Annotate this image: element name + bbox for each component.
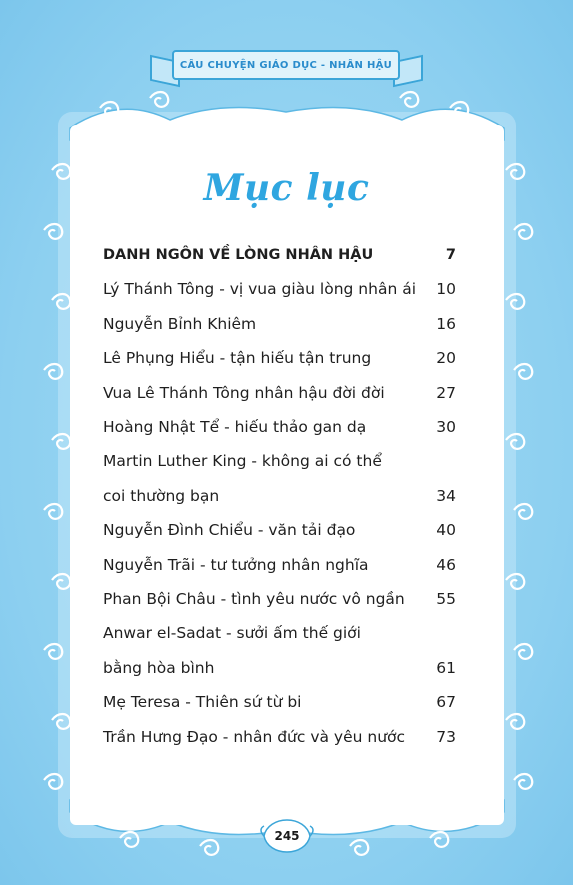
toc-entry-page: 20: [436, 349, 456, 368]
series-banner-text: CÂU CHUYỆN GIÁO DỤC - NHÂN HẬU: [179, 59, 393, 71]
table-of-contents: [103, 238, 456, 754]
toc-entry: [103, 548, 456, 582]
page-number: [262, 821, 312, 851]
toc-entry: [103, 616, 456, 685]
toc-entry: [103, 720, 456, 754]
toc-entry-page: 27: [436, 383, 456, 402]
toc-entry-title-line: Hoàng Nhật Tể - hiếu thảo gan dạ: [103, 418, 367, 437]
toc-entry: [103, 238, 456, 272]
toc-entry: [103, 272, 456, 306]
toc-entry: [103, 307, 456, 341]
toc-entry-title: [103, 513, 416, 547]
toc-entry-title-line: coi thường bạn: [103, 486, 220, 505]
toc-entry-title-line: Nguyễn Trãi - tư tưởng nhân nghĩa: [103, 555, 369, 574]
toc-entry-title-line: Anwar el-Sadat - sưởi ấm thế giới: [103, 624, 361, 643]
toc-entry: [103, 376, 456, 410]
toc-entry-title: [103, 376, 416, 410]
toc-entry-page: 34: [436, 486, 456, 505]
toc-entry-title-line: DANH NGÔN VỀ LÒNG NHÂN HẬU: [103, 247, 374, 263]
toc-entry-title: [103, 238, 416, 272]
toc-entry-page: 55: [436, 590, 456, 609]
toc-entry-title: [103, 720, 416, 754]
toc-entry-page: 61: [436, 658, 456, 677]
toc-entry-title-line: Vua Lê Thánh Tông nhân hậu đời đời: [103, 383, 385, 402]
toc-entry-page: 46: [436, 555, 456, 574]
toc-entry-title-line: Mẹ Teresa - Thiên sứ từ bi: [103, 693, 302, 712]
toc-entry-page: 10: [436, 280, 456, 299]
toc-entry-title: [103, 548, 416, 582]
toc-entry-title: [103, 616, 416, 685]
toc-entry: [103, 582, 456, 616]
toc-entry: [103, 513, 456, 547]
toc-entry-title-line: Lê Phụng Hiểu - tận hiếu tận trung: [103, 349, 372, 368]
toc-entry-title: [103, 444, 416, 513]
toc-entry-title: [103, 272, 416, 306]
page-number-text: 245: [274, 829, 300, 843]
toc-entry: [103, 410, 456, 444]
toc-entry-page: 40: [436, 521, 456, 540]
toc-entry-title: [103, 307, 416, 341]
toc-entry: [103, 444, 456, 513]
toc-entry-title: [103, 685, 416, 719]
toc-entry-page: 30: [436, 418, 456, 437]
toc-entry-page: 73: [436, 727, 456, 746]
toc-entry-page: 16: [436, 314, 456, 333]
toc-entry-page: 67: [436, 693, 456, 712]
toc-entry: [103, 341, 456, 375]
toc-entry: [103, 685, 456, 719]
toc-entry-title-line: Phan Bội Châu - tình yêu nước vô ngần: [103, 590, 405, 609]
toc-entry-title: [103, 582, 416, 616]
toc-entry-title-line: Nguyễn Đình Chiểu - văn tải đạo: [103, 521, 356, 540]
toc-entry-title-line: Trần Hưng Đạo - nhân đức và yêu nước: [103, 727, 406, 746]
toc-entry-title: [103, 410, 416, 444]
toc-entry-page: 7: [445, 247, 456, 263]
page-title: Mục lục: [203, 167, 370, 209]
toc-entry-title: [103, 341, 416, 375]
toc-entry-title-line: bằng hòa bình: [103, 658, 215, 677]
toc-entry-title-line: Martin Luther King - không ai có thể: [103, 452, 382, 471]
toc-entry-title-line: Nguyễn Bỉnh Khiêm: [103, 314, 257, 333]
toc-entry-title-line: Lý Thánh Tông - vị vua giàu lòng nhân ái: [103, 280, 417, 299]
